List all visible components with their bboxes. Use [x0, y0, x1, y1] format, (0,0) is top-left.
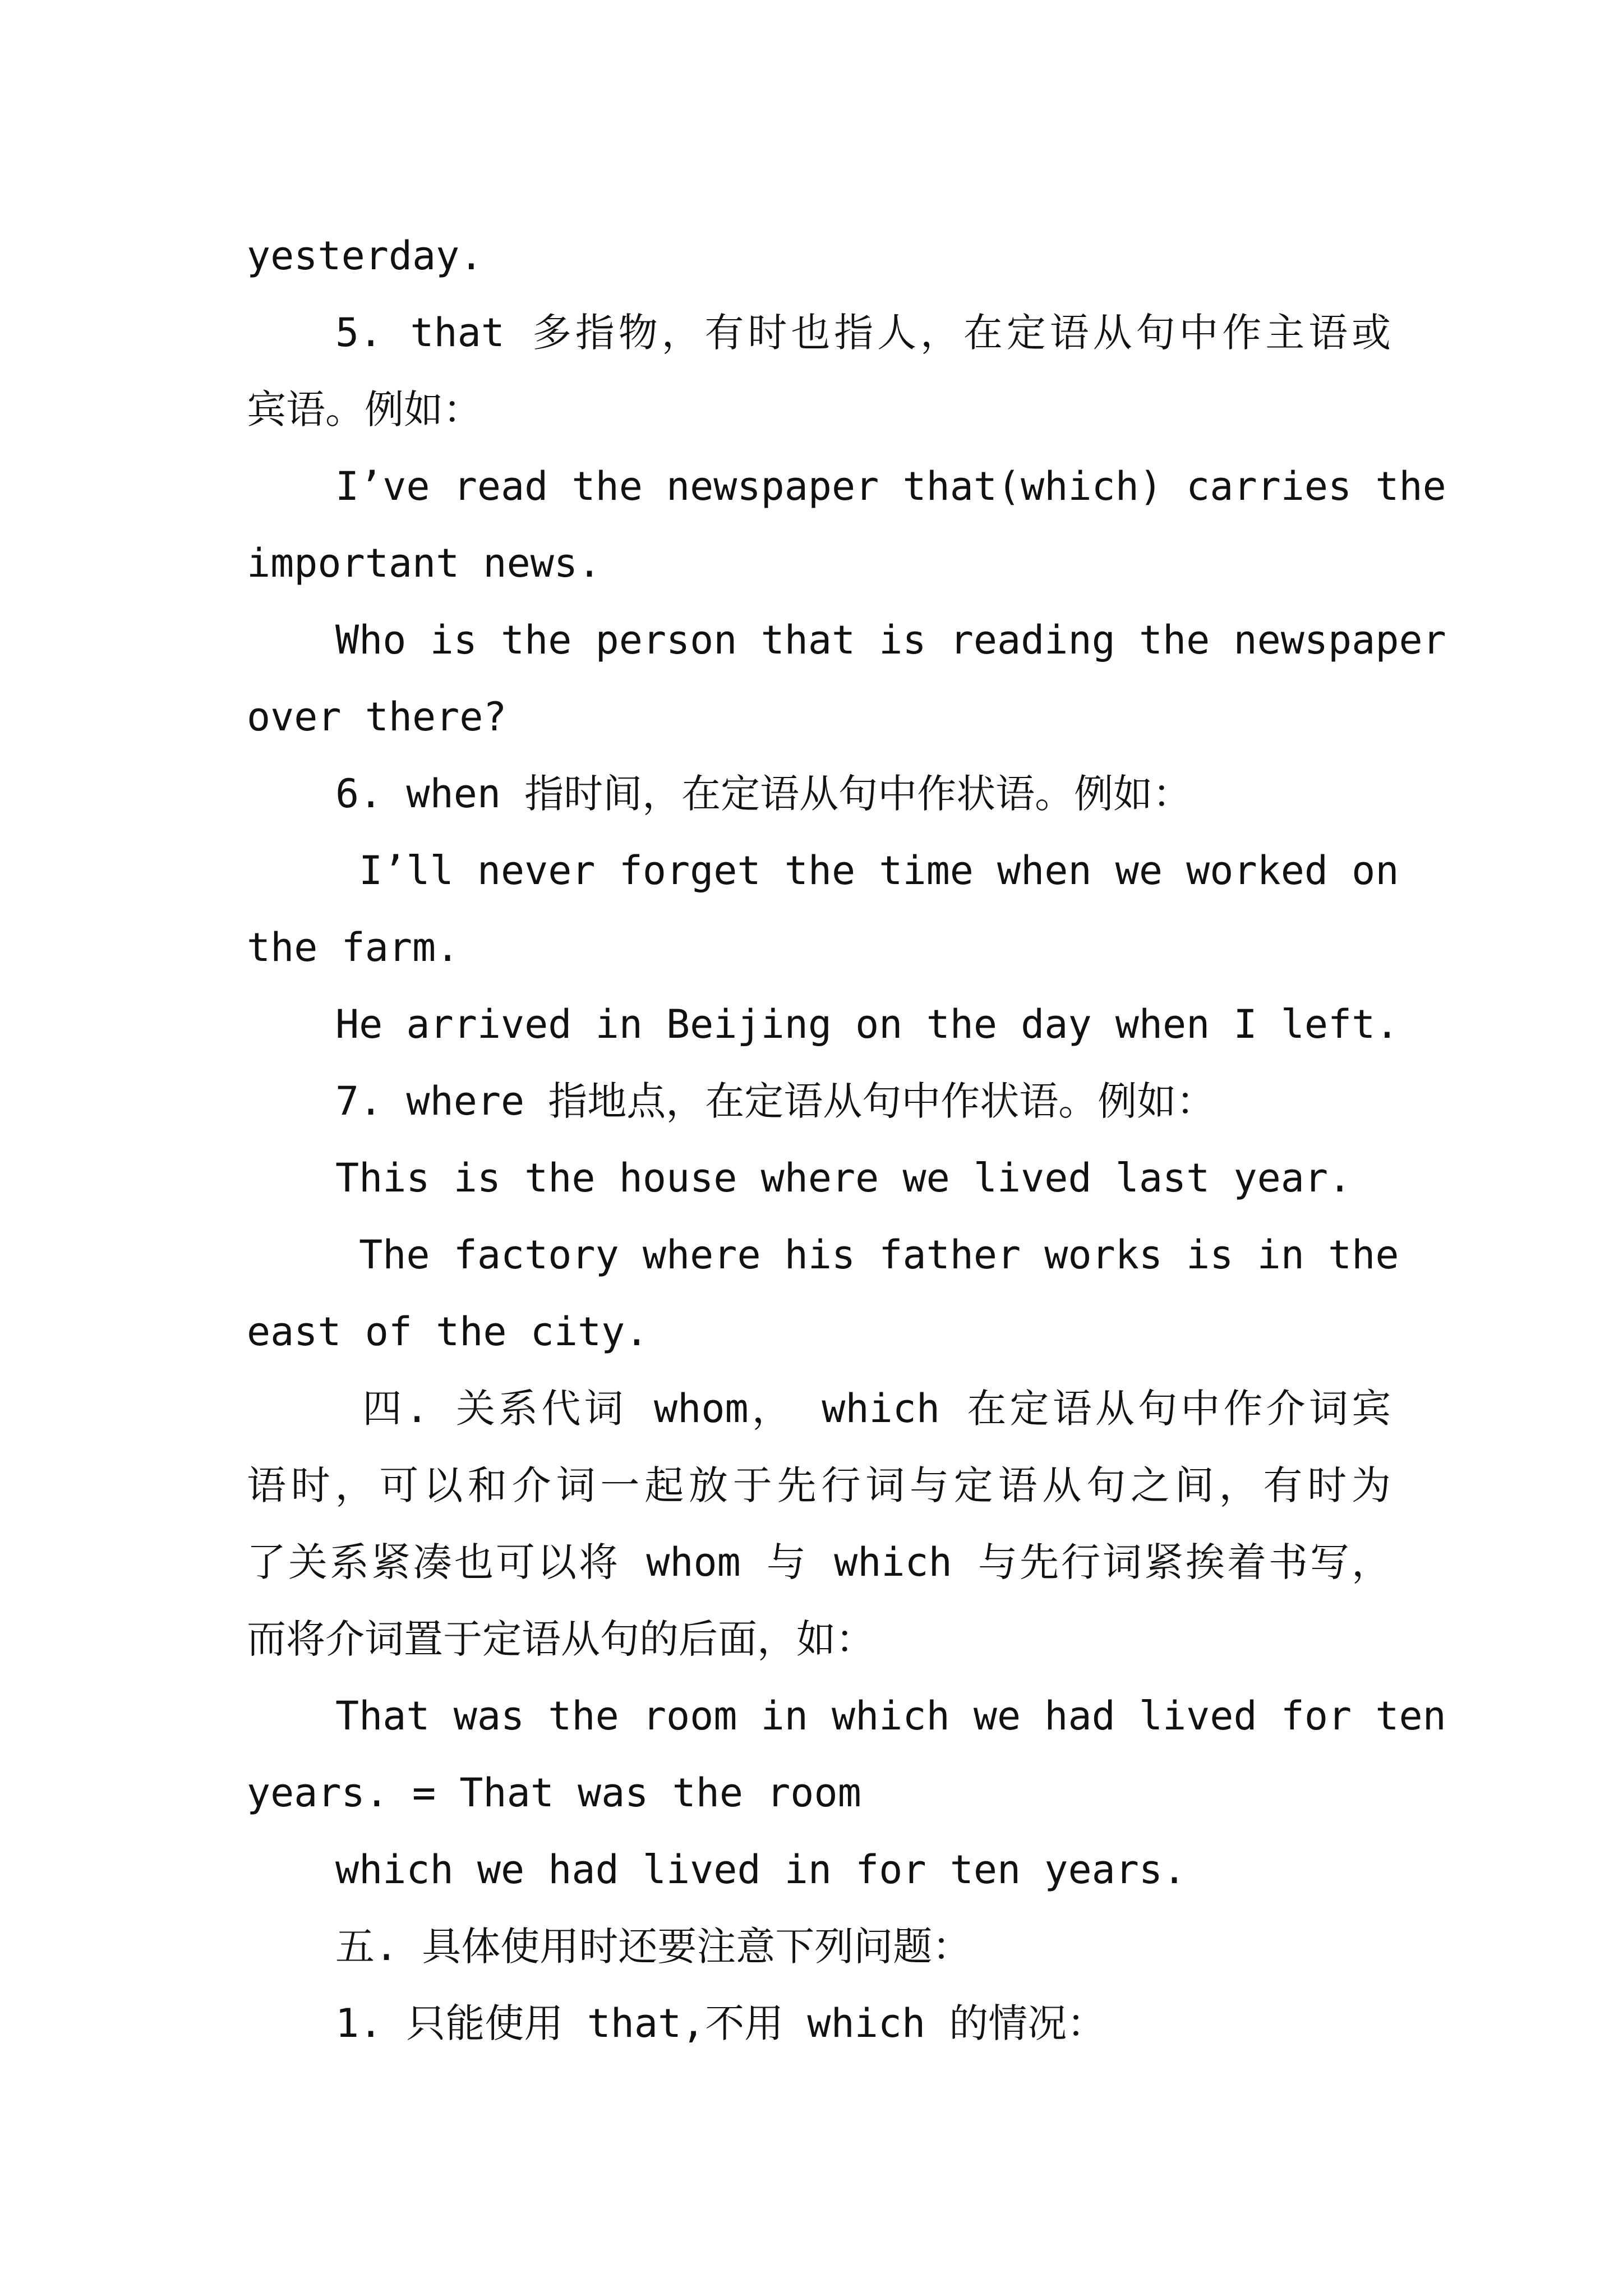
text-line: 四. 关系代词 whom， which 在定语从句中作介词宾: [335, 1386, 1391, 1432]
text-line: 五. 具体使用时还要注意下列问题：: [335, 1924, 972, 1970]
text-line: That was the room in which we had lived for ten: [335, 1693, 1446, 1739]
text-line: yesterday.: [247, 233, 483, 279]
text-line: He arrived in Beijing on the day when I left.: [335, 1001, 1399, 1047]
text-line: I’ll never forget the time when we worked on: [335, 848, 1399, 894]
text-line: 1. 只能使用 that,不用 which 的情况：: [335, 2000, 1106, 2046]
text-line: 语时，可以和介词一起放于先行词与定语从句之间，有时为: [247, 1462, 1391, 1508]
text-line: east of the city.: [247, 1309, 649, 1355]
document-body: [247, 218, 1446, 2062]
text-line: 了关系紧凑也可以将 whom 与 which 与先行词紧挨着书写，: [247, 1539, 1391, 1585]
text-line: 7. where 指地点，在定语从句中作状语。例如：: [335, 1078, 1216, 1124]
text-line: which we had lived in for ten years.: [335, 1847, 1187, 1893]
text-line: 而将介词置于定语从句的后面，如：: [247, 1616, 875, 1662]
text-line: the farm.: [247, 924, 460, 970]
text-line: years. = That was the room: [247, 1770, 861, 1816]
text-line: 宾语。例如：: [247, 386, 482, 432]
text-line: I’ve read the newspaper that(which) carries the: [335, 463, 1446, 509]
text-line: over there?: [247, 694, 507, 740]
text-line: 6. when 指时间，在定语从句中作状语。例如：: [335, 771, 1192, 817]
text-line: 5. that 多指物，有时也指人，在定语从句中作主语或: [335, 310, 1391, 356]
text-line: This is the house where we lived last year.: [335, 1155, 1352, 1201]
text-line: Who is the person that is reading the newspaper: [335, 617, 1446, 663]
text-line: The factory where his father works is in the: [335, 1232, 1399, 1278]
text-line: important news.: [247, 540, 602, 586]
